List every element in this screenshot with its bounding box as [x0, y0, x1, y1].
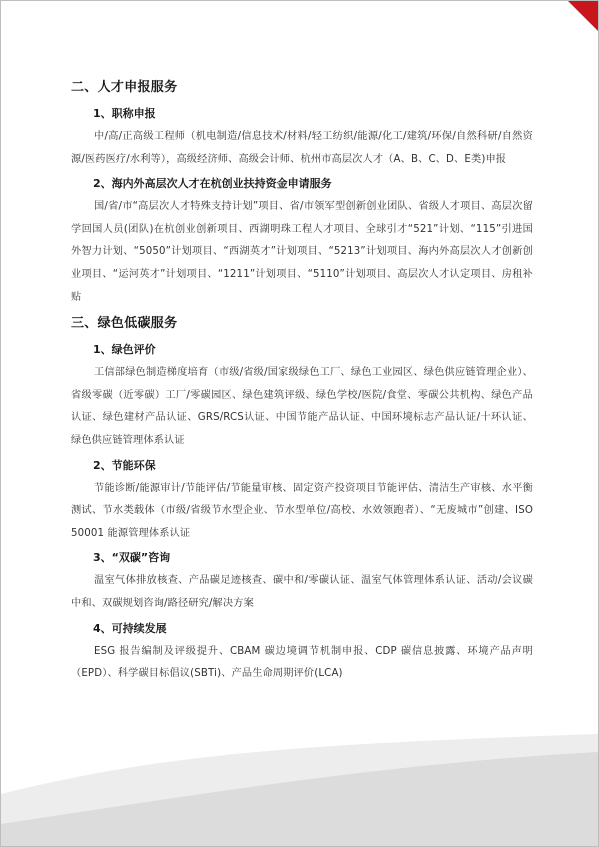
subsection-title-sustainability: 4、可持续发展: [93, 621, 167, 635]
paragraph-sustainability: ESG 报告编制及评级提升、CBAM 碳边境调节机制申报、CDP 碳信息披露、环境产品声明（EPD）、科学碳目标倡议(SBTi)、产品生命周期评价(LCA): [71, 645, 533, 680]
paragraph-energy-saving: 节能诊断/能源审计/节能评估/节能量审核、固定资产投资项目节能评估、清洁生产审核、水平衡测试、节水类载体（市级/省级节水型企业、节水型单位/高校、水效领跑者）、“无废城市”创建、ISO 50001 能源管理体系认证: [71, 482, 533, 539]
subsection-title-dual-carbon: 3、“双碳”咨询: [93, 551, 171, 565]
paragraph-green-evaluation: 工信部绿色制造梯度培育（市级/省级/国家级绿色工厂、绿色工业园区、绿色供应链管理企业）、省级零碳（近零碳）工厂/零碳园区、绿色建筑评级、绿色学校/医院/食堂、零碳公共机构、绿色产品认证、绿色建材产品认证、GRS/RCS认证、中国节能产品认证、中国环境标志产品认证/十环认证、绿色供应链管理体系认证: [71, 367, 533, 446]
section-title-green-low-carbon: 三、绿色低碳服务: [71, 316, 178, 332]
red-corner-decoration: [568, 1, 598, 31]
paragraph-dual-carbon: 温室气体排放核查、产品碳足迹核查、碳中和/零碳认证、温室气体管理体系认证、活动/会议碳中和、双碳规划咨询/路径研究/解决方案: [71, 575, 533, 609]
section-title-talent: 二、人才申报服务: [71, 80, 178, 95]
subsection-title-green-evaluation: 1、绿色评价: [93, 343, 156, 357]
gray-wave-decoration: [1, 734, 598, 846]
subsection-title-talent-funding: 2、海内外高层次人才在杭创业扶持资金申请服务: [93, 177, 332, 191]
paragraph-professional-title: 中/高/正高级工程师（机电制造/信息技术/材料/轻工纺织/能源/化工/建筑/环保/自然科研/自然资源/医药医疗/水利等），高级经济师、高级会计师、杭州市高层次人才（A、B、C、D、E类)申报: [71, 131, 533, 165]
page-content: [71, 75, 533, 686]
paragraph-talent-funding: 国/省/市“高层次人才特殊支持计划”项目、省/市领军型创新创业团队、省级人才项目、高层次留学回国人员(团队)在杭创业创新项目、西湖明珠工程人才项目、全球引才“521”计划、“115”引进国外智力计划、“5050”计划项目、“西湖英才”计划项目、“5213”计划项目、海内外高层次人才创新创业项目、“运河英才”计划项目、“1211”计划项目、“5110”计划项目、高层次人才认定项目、房租补贴: [71, 201, 533, 303]
subsection-title-professional-title: 1、职称申报: [93, 107, 156, 120]
subsection-title-energy-saving: 2、节能环保: [93, 458, 156, 472]
